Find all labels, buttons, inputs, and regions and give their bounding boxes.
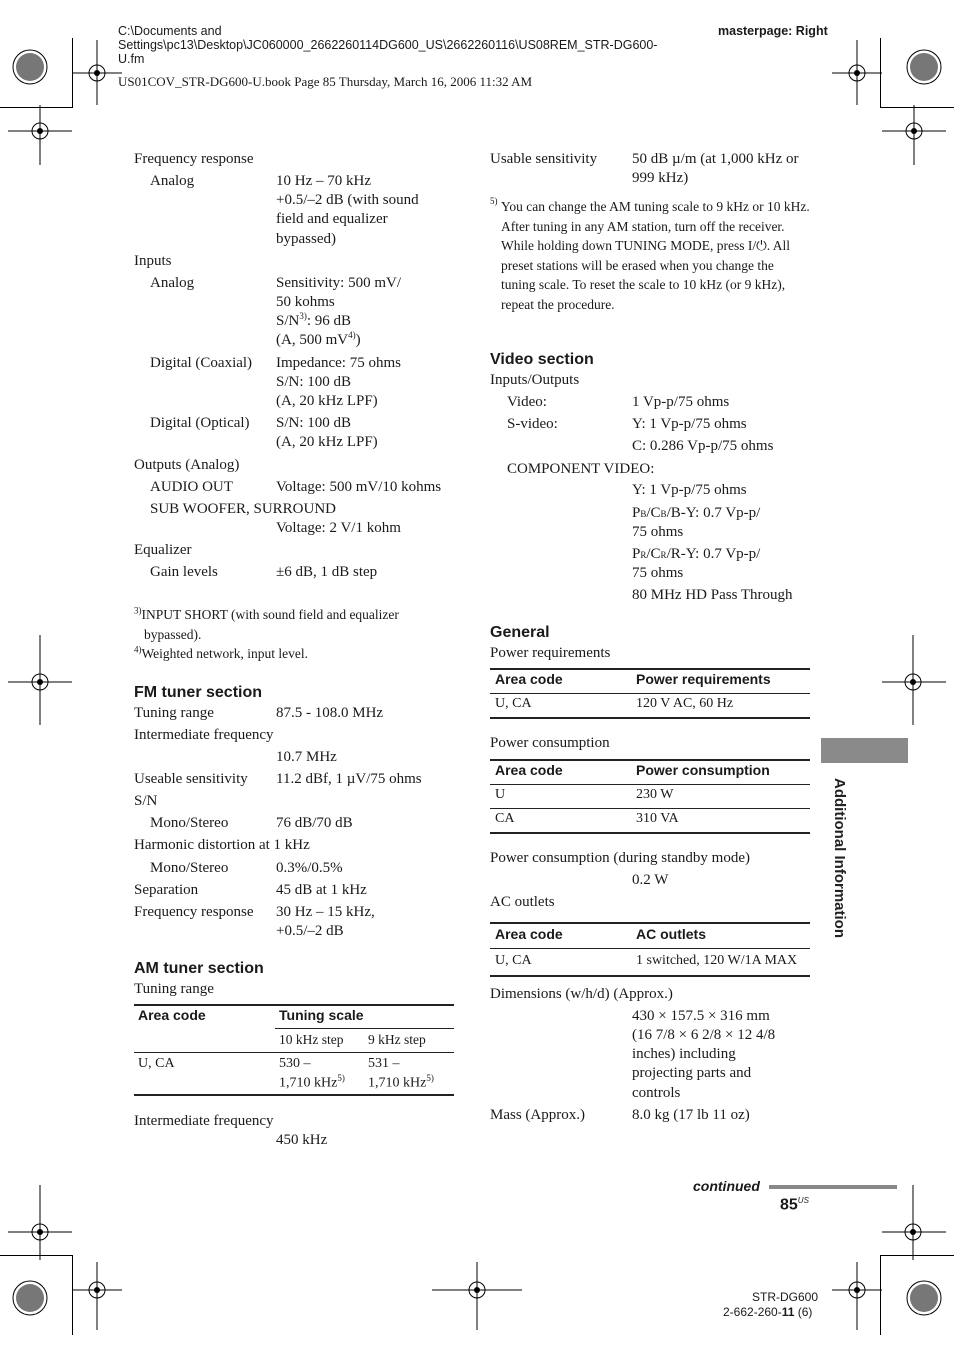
fm-tuning-range-value: 87.5 - 108.0 MHz [276, 705, 384, 721]
digital-coax-value: Impedance: 75 ohms [276, 355, 401, 371]
component-pb-value: 75 ohms [632, 524, 684, 540]
dimensions-value: inches) including [632, 1046, 736, 1062]
fm-tuner-heading: FM tuner section [134, 684, 263, 701]
section-tab-label: Additional Information [831, 778, 848, 938]
s-video-label: S-video: [507, 416, 558, 432]
digital-coax-value: (A, 20 kHz LPF) [276, 393, 378, 409]
table-cell: 310 VA [636, 811, 679, 826]
page-number: $85^{US}$ [780, 1196, 809, 1214]
fm-tuning-range-label: Tuning range [134, 705, 214, 721]
video-value: 1 Vp-p/75 ohms [632, 394, 730, 410]
digital-coax-value: S/N: 100 dB [276, 374, 352, 390]
freq-resp-label: Frequency response [134, 151, 254, 167]
fm-if-label: Intermediate frequency [134, 727, 274, 743]
audio-out-value: Voltage: 500 mV/10 kohms [276, 479, 442, 495]
footnote-4: $^{4)}$Weighted network, input level. [134, 644, 308, 661]
table-cell: 120 V AC, 60 Hz [636, 696, 734, 711]
table-cell: U [495, 787, 506, 802]
fm-harmonic-mono-label: Mono/Stereo [150, 860, 229, 876]
sub-woofer-value: Voltage: 2 V/1 kohm [276, 520, 401, 536]
standby-consumption-value: 0.2 W [632, 872, 669, 888]
analog-value: 10 Hz – 70 kHz [276, 173, 371, 189]
table-header: Area code [495, 671, 563, 687]
analog-input-sn: $S/N^{3)}$: 96 dB [276, 311, 352, 329]
digital-optical-value: (A, 20 kHz LPF) [276, 434, 378, 450]
power-requirements-label: Power requirements [490, 645, 611, 661]
table-cell: 1 switched, 120 W/1A MAX [636, 953, 798, 968]
fm-sensitivity-label: Useable sensitivity [134, 771, 248, 787]
component-y-value: Y: 1 Vp-p/75 ohms [632, 482, 747, 498]
table-header: Power consumption [636, 762, 770, 778]
power-consumption-label: Power consumption [490, 735, 610, 751]
am-usable-sensitivity-value: 50 dB µ/m (at 1,000 kHz or [632, 151, 799, 167]
table-cell: U, CA [495, 696, 532, 711]
table-header: Power requirements [636, 671, 771, 687]
analog-value: field and equalizer [276, 211, 388, 227]
gain-levels-label: Gain levels [150, 564, 218, 580]
fm-freq-resp-label: Frequency response [134, 904, 254, 920]
table-header: Area code [495, 926, 563, 942]
dimensions-value: (16 7/8 × 6 2/8 × 12 4/8 [632, 1027, 776, 1043]
s-video-value: C: 0.286 Vp-p/75 ohms [632, 438, 774, 454]
table-cell-9k: 531 – [368, 1056, 400, 1071]
fm-harmonic-value: 0.3%/0.5% [276, 860, 343, 876]
standby-consumption-label: Power consumption (during standby mode) [490, 850, 750, 866]
footnote-3: $^{3)}$INPUT SHORT (with sound field and equalizer [134, 605, 399, 622]
fm-harmonic-label: Harmonic distortion at 1 kHz [134, 837, 310, 853]
gain-levels-value: ±6 dB, 1 dB step [276, 564, 378, 580]
part-number: 2-662-260-11 (6) [723, 1305, 813, 1319]
equalizer-label: Equalizer [134, 542, 192, 558]
general-heading: General [490, 624, 550, 641]
video-section-heading: Video section [490, 351, 594, 368]
table-header-area-code: Area code [138, 1007, 206, 1023]
analog-input-value: Sensitivity: 500 mV/ [276, 275, 402, 291]
dimensions-value: projecting parts and [632, 1065, 752, 1081]
model-number: STR-DG600 [752, 1290, 819, 1304]
sub-woofer-label: SUB WOOFER, SURROUND [150, 501, 337, 517]
mass-value: 8.0 kg (17 lb 11 oz) [632, 1107, 750, 1123]
fm-mono-stereo-label: Mono/Stereo [150, 815, 229, 831]
am-if-label: Intermediate frequency [134, 1113, 274, 1129]
component-hd-value: 80 MHz HD Pass Through [632, 587, 793, 603]
fm-if-value: 10.7 MHz [276, 749, 337, 765]
continued-label: continued [693, 1178, 760, 1194]
table-cell-10k: 1,710 kHz$^{5)}$ [279, 1073, 345, 1091]
am-usable-sensitivity-value: 999 kHz) [632, 170, 689, 186]
footnote-5: You can change the AM tuning scale to 9 kHz or 10 kHz. After tuning in any AM station, turn off the receiver. While holding down TUNING MODE, press I/⏻. All preset stations will be erased when you change the tuning scale. To reset the scale to 10 kHz (or 9 kHz), repeat the procedure. [501, 199, 810, 312]
dimensions-value: controls [632, 1085, 681, 1101]
analog-value: +0.5/–2 dB (with sound [276, 192, 419, 208]
table-header: AC outlets [636, 926, 706, 942]
fm-freq-resp-value: 30 Hz – 15 kHz, [276, 904, 375, 920]
s-video-value: Y: 1 Vp-p/75 ohms [632, 416, 747, 432]
outputs-label: Outputs (Analog) [134, 457, 240, 473]
section-tab-marker [821, 738, 908, 763]
path-line-2: Settings\pc13\Desktop\JC060000_2662260114DG600_US\2662260116\US08REM_STR-DG600- [118, 38, 658, 52]
mass-label: Mass (Approx.) [490, 1107, 585, 1123]
table-subheader-9k: 9 kHz step [368, 1032, 426, 1047]
fm-sn-label: S/N [134, 793, 158, 809]
fm-sensitivity-value: 11.2 dBf, 1 µV/75 ohms [276, 771, 422, 787]
table-header: Area code [495, 762, 563, 778]
footnote-3-cont: bypassed). [144, 627, 202, 642]
analog-input-label: Analog [150, 275, 195, 291]
dimensions-value: 430 × 157.5 × 316 mm [632, 1008, 770, 1024]
table-cell-10k: 530 – [279, 1056, 311, 1071]
analog-label: Analog [150, 173, 195, 189]
book-info: US01COV_STR-DG600-U.book Page 85 Thursday, March 16, 2006 11:32 AM [118, 74, 533, 89]
audio-out-label: AUDIO OUT [150, 479, 233, 495]
analog-value: bypassed) [276, 231, 336, 247]
inputs-label: Inputs [134, 253, 172, 269]
am-tuner-heading: AM tuner section [134, 960, 264, 977]
fm-freq-resp-value: +0.5/–2 dB [276, 923, 344, 939]
am-usable-sensitivity-label: Usable sensitivity [490, 151, 598, 167]
table-cell: 230 W [636, 787, 674, 802]
path-line-1: C:\Documents and [118, 24, 222, 38]
digital-optical-label: Digital (Optical) [150, 415, 250, 431]
analog-input-value: 50 kohms [276, 294, 335, 310]
footnote-5-marker: 5) [490, 196, 498, 206]
component-pr-value: 75 ohms [632, 565, 684, 581]
ac-outlets-label: AC outlets [490, 894, 555, 910]
fm-separation-label: Separation [134, 882, 199, 898]
table-subheader-10k: 10 kHz step [279, 1032, 344, 1047]
table-header-tuning-scale: Tuning scale [279, 1007, 364, 1023]
analog-input-weight: (A, 500 $mV^{4)}$) [276, 330, 361, 348]
continued-bar [769, 1185, 897, 1189]
component-pr-value: PR/CR/R-Y: 0.7 Vp-p/ [632, 546, 761, 562]
digital-optical-value: S/N: 100 dB [276, 415, 352, 431]
fm-mono-stereo-value: 76 dB/70 dB [276, 815, 353, 831]
dimensions-label: Dimensions (w/h/d) (Approx.) [490, 986, 673, 1002]
inputs-outputs-label: Inputs/Outputs [490, 372, 580, 388]
table-cell: CA [495, 811, 515, 826]
am-tuning-range-label: Tuning range [134, 981, 214, 997]
table-cell-area: U, CA [138, 1056, 175, 1071]
component-pb-value: PB/CB/B-Y: 0.7 Vp-p/ [632, 505, 761, 521]
masterpage-label: masterpage: Right [718, 24, 828, 38]
table-cell-9k: 1,710 kHz$^{5)}$ [368, 1073, 434, 1091]
video-label: Video: [507, 394, 547, 410]
fm-separation-value: 45 dB at 1 kHz [276, 882, 367, 898]
am-if-value: 450 kHz [276, 1132, 328, 1148]
path-line-3: U.fm [118, 52, 145, 66]
digital-coax-label: Digital (Coaxial) [150, 355, 253, 371]
component-video-label: COMPONENT VIDEO: [507, 461, 655, 477]
table-cell: U, CA [495, 953, 532, 968]
